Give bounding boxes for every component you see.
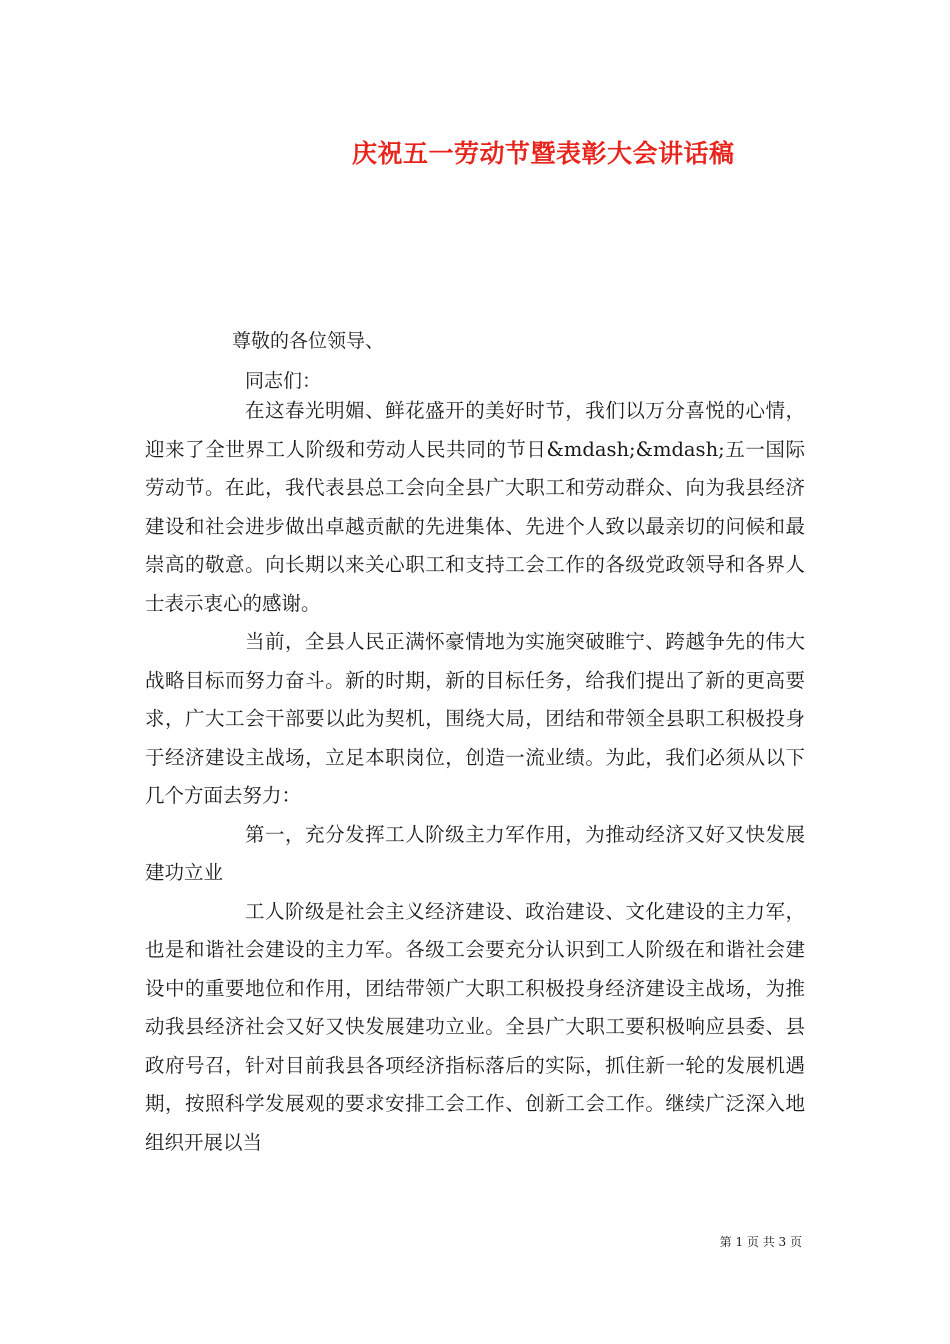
paragraph-working-class: 工人阶级是社会主义经济建设、政治建设、文化建设的主力军，也是和谐社会建设的主力军。各级工会要充分认识到工人阶级在和谐社会建设中的重要地位和作用，团结带领广大职工积极投身经济建设主战场，为推动我县经济社会又好又快发展建功立业。全县广大职工要积极响应县委、县政府号召，针对目前我县各项经济指标落后的实际，抓住新一轮的发展机遇期，按照科学发展观的要求安排工会工作、创新工会工作。继续广泛深入地组织开展以当 xyxy=(145,899,805,1154)
paragraph-opening: 在这春光明媚、鲜花盛开的美好时节，我们以万分喜悦的心情，迎来了全世界工人阶级和劳动人民共同的节日&mdash;&mdash;五一国际劳动节。在此，我代表县总工会向全县广大职工和劳动群众、向为我县经济建设和社会进步做出卓越贡献的先进集体、先进个人致以最亲切的问候和最崇高的敬意。向长期以来关心职工和支持工会工作的各级党政领导和各界人士表示衷心的感谢。 xyxy=(145,399,805,615)
paragraph-current-situation: 当前，全县人民正满怀豪情地为实施突破睢宁、跨越争先的伟大战略目标而努力奋斗。新的时期，新的目标任务，给我们提出了新的更高要求，广大工会干部要以此为契机，围绕大局，团结和带领全县职工积极投身于经济建设主战场，立足本职岗位，创造一流业绩。为此，我们必须从以下几个方面去努力： xyxy=(145,630,805,807)
greeting-comrades: 同志们： xyxy=(245,370,322,392)
speech-body xyxy=(145,392,805,1162)
greeting-leaders: 尊敬的各位领导、 xyxy=(232,330,385,352)
document-title: 庆祝五一劳动节暨表彰大会讲话稿 xyxy=(352,139,735,168)
page-number-footer: 第 1 页 共 3 页 xyxy=(719,1235,802,1249)
section-heading-first: 第一，充分发挥工人阶级主力军作用，为推动经济又好又快发展建功立业 xyxy=(145,822,805,884)
